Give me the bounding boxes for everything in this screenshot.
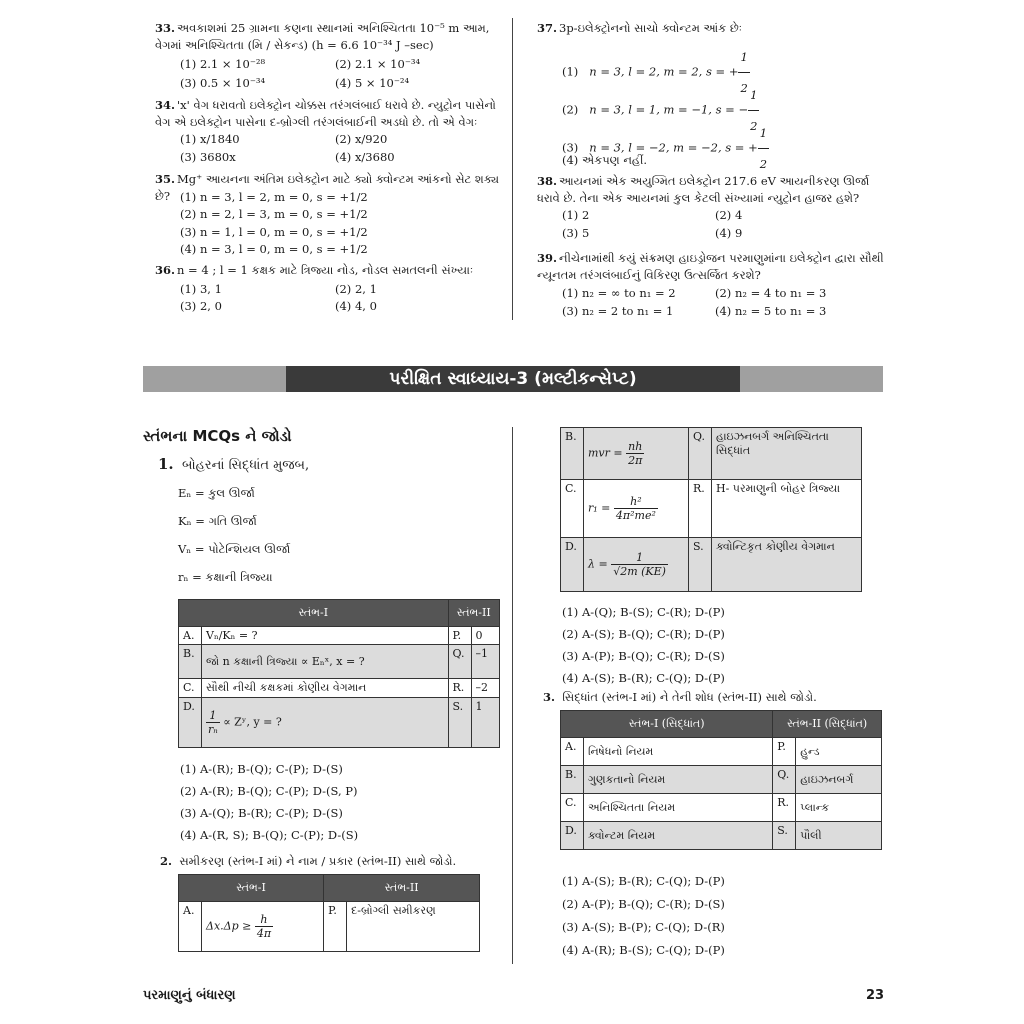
m3-option-2: (2) A-(P); B-(Q); C-(R); D-(S) [562, 897, 725, 911]
question-37: 37. 3p-ઇલેક્ટ્રોનનો સાચો ક્વોન્ટમ આંક છેઃ [537, 21, 743, 35]
fraction: $\frac{1}{2}$ [748, 80, 759, 141]
q33-option-4: (4) 5 × 10⁻²⁴ [335, 76, 410, 90]
footer-chapter: પરમાણુનું બંધારણ [143, 988, 236, 1003]
q37-option-2: (2) n = 3, l = 1, m = −1, s = − $\frac{1}{2}$ [562, 80, 759, 141]
q37-option-4: (4) એકપણ નહીં. [562, 153, 648, 167]
m1-option-2: (2) A-(R); B-(Q); C-(P); D-(S, P) [180, 784, 358, 798]
col-header-1: સ્તંભ-I [179, 600, 449, 627]
question-33: 33. અવકાશમાં 25 ગ્રામના કણના સ્થાનમાં અનિશ્ચિતતા 10⁻⁵ m આમ, વેગમાં અનિશ્ચિતતા (મિ / સેકન્ડ) (h = 6.6 10⁻³⁴ J –sec) [155, 21, 490, 52]
section-banner: પરીક્ષિત સ્વાધ્યાય-3 (મલ્ટીકન્સેપ્ટ) [286, 366, 740, 392]
column-divider-top [512, 18, 513, 320]
question-35: 35. Mg⁺ આયનના અંતિમ ઇલેક્ટ્રોન માટે ક્યો ક્વોન્ટમ આંકનો સેટ શક્ય છે? [155, 172, 500, 203]
q39-option-1: (1) n₂ = ∞ to n₁ = 2 [562, 286, 676, 300]
q34-option-4: (4) x/3680 [335, 150, 395, 164]
q34-option-1: (1) x/1840 [180, 132, 240, 146]
m3-option-4: (4) A-(R); B-(S); C-(Q); D-(P) [562, 943, 725, 957]
q39-option-2: (2) n₂ = 4 to n₁ = 3 [715, 286, 827, 300]
table-row: A. Δx.Δp ≥ $\frac{h}{4\pi}$ P. દ-બ્રોગ્લી સમીકરણ [179, 902, 480, 952]
match-1-intro: 1. બોહરનાં સિદ્ધાંત મુજબ, [158, 455, 310, 473]
col-header-2: સ્તંભ-II (સિદ્ધાંત) [773, 711, 882, 738]
match-2-table-right [560, 427, 862, 592]
def-vn: Vₙ = પોટેન્શિયલ ઊર્જા [178, 542, 291, 556]
col-header-1: સ્તંભ-I [179, 875, 324, 902]
def-rn: rₙ = કક્ષાની ત્રિજ્યા [178, 570, 273, 584]
table-row: B. જો n કક્ષાની ત્રિજ્યા ∝ Eₙˣ, x = ? Q. –1 [179, 645, 500, 679]
q33-option-1: (1) 2.1 × 10⁻²⁸ [180, 57, 266, 71]
m1-option-4: (4) A-(R, S); B-(Q); C-(P); D-(S) [180, 828, 359, 842]
question-36: 36. n = 4 ; l = 1 કક્ષક માટે ત્રિજ્યા નોડ, નોડલ સમતલની સંખ્યાઃ [155, 263, 474, 277]
q34-option-2: (2) x/920 [335, 132, 388, 146]
fraction: $\frac{1}{√2m (KE)}$ [613, 551, 666, 578]
match-3-question: 3. સિદ્ધાંત (સ્તંભ-I માં) ને તેની શોધ (સ્તંભ-II) સાથે જોડો. [543, 690, 817, 704]
q35-option-3: (3) n = 1, l = 0, m = 0, s = +1/2 [180, 225, 368, 239]
q36-option-1: (1) 3, 1 [180, 282, 222, 296]
q34-option-3: (3) 3680x [180, 150, 236, 164]
match-2-table-left [178, 874, 480, 952]
q38-option-4: (4) 9 [715, 226, 743, 240]
def-en: Eₙ = કુલ ઊર્જા [178, 486, 255, 500]
table-row: B. mvr = $\frac{nh}{2\pi}$ Q. હાઇઝનબર્ગ અનિશ્ચિતતા સિદ્ધાંત [561, 428, 862, 480]
q35-option-1: (1) n = 3, l = 2, m = 0, s = +1/2 [180, 190, 368, 204]
fraction: $\frac{nh}{2\pi}$ [628, 440, 643, 467]
question-39: 39. નીચેનામાંથી કયું સંક્રમણ હાઇડ્રોજન પરમાણુમાંના ઇલેક્ટ્રોન દ્વારા સૌથી ન્યૂનતમ તરંગલંબાઈનું વિકિરણ ઉત્સર્જિત કરશે? [537, 251, 884, 282]
m2-option-4: (4) A-(S); B-(R); C-(Q); D-(P) [562, 671, 725, 685]
q35-option-2: (2) n = 2, l = 3, m = 0, s = +1/2 [180, 207, 368, 221]
q38-option-3: (3) 5 [562, 226, 590, 240]
col-header-2: સ્તંભ-II [324, 875, 480, 902]
def-kn: Kₙ = ગતિ ઊર્જા [178, 514, 257, 528]
fraction: $\frac{1}{\text{rₙ}}$ [208, 709, 218, 736]
q39-option-4: (4) n₂ = 5 to n₁ = 3 [715, 304, 827, 318]
q33-option-2: (2) 2.1 × 10⁻³⁴ [335, 57, 421, 71]
m2-option-1: (1) A-(Q); B-(S); C-(R); D-(P) [562, 605, 725, 619]
m2-option-3: (3) A-(P); B-(Q); C-(R); D-(S) [562, 649, 725, 663]
q36-option-4: (4) 4, 0 [335, 299, 377, 313]
q37-option-1: (1) n = 3, l = 2, m = 2, s = + $\frac{1}{2}$ [562, 42, 750, 103]
m1-option-3: (3) A-(Q); B-(R); C-(P); D-(S) [180, 806, 343, 820]
fraction: $\frac{1}{2}$ [738, 42, 749, 103]
m3-option-3: (3) A-(S); B-(P); C-(Q); D-(R) [562, 920, 725, 934]
question-38: 38. આયનમાં એક અયુગ્મિત ઇલેક્ટ્રોન 217.6 eV આયનીકરણ ઊર્જા ધરાવે છે. તેના એક આયનમાં કુલ કેટલી સંખ્યામાં ન્યુટ્રોન હાજર હશે? [537, 174, 870, 205]
fraction: $\frac{1}{2}$ [758, 118, 769, 179]
table-row: C. અનિશ્ચિતતા નિયમ R. પ્લાન્ક [561, 794, 882, 822]
table-row: A. નિષેધનો નિયમ P. હુન્ડ [561, 738, 882, 766]
fraction: $\frac{h}{4\pi}$ [256, 913, 272, 940]
q33-option-3: (3) 0.5 × 10⁻³⁴ [180, 76, 266, 90]
q37-option-3: (3) n = 3, l = −2, m = −2, s = + $\frac{1}{2}$ [562, 118, 769, 179]
col-header-1: સ્તંભ-I (સિદ્ધાંત) [561, 711, 773, 738]
table-row: D. λ = $\frac{1}{√2m (KE)}$ S. ક્વોન્ટિકૃત કોણીય વેગમાન [561, 538, 862, 592]
table-row: C. સૌથી નીચી કક્ષકમાં કોણીય વેગમાન R. –2 [179, 679, 500, 698]
table-row: D. $\frac{1}{\text{rₙ}}$ ∝ Zʸ, y = ? S. 1 [179, 698, 500, 748]
q39-option-3: (3) n₂ = 2 to n₁ = 1 [562, 304, 674, 318]
q38-option-1: (1) 2 [562, 208, 590, 222]
table-row: C. r₁ = $\frac{\text{h²}}{\text{4π²me²}}$ R. H- પરમાણુની બોહર ત્રિજ્યા [561, 480, 862, 538]
section-title: સ્તંભના MCQs ને જોડો [143, 427, 292, 445]
col-header-2: સ્તંભ-II [448, 600, 500, 627]
match-1-table [178, 599, 500, 748]
match-3-table [560, 710, 882, 850]
m3-option-1: (1) A-(S); B-(R); C-(Q); D-(P) [562, 874, 725, 888]
column-divider-bottom [512, 427, 513, 964]
q35-option-4: (4) n = 3, l = 0, m = 0, s = +1/2 [180, 242, 368, 256]
question-34: 34. 'x' વેગ ધરાવતો ઇલેક્ટ્રોન ચોક્કસ તરંગલંબાઈ ધરાવે છે. ન્યુટ્રોન પાસેનો વેગ એ ઇલેક્ટ્રોન પાસેના દ-બ્રોગ્લી તરંગલંબાઈની અડધો છે. તો એ વેગઃ [155, 98, 496, 129]
table-row: D. ક્વોન્ટમ નિયમ S. પૌલી [561, 822, 882, 850]
table-row: A. Vₙ/Kₙ = ? P. 0 [179, 627, 500, 645]
q38-option-2: (2) 4 [715, 208, 743, 222]
q36-option-2: (2) 2, 1 [335, 282, 377, 296]
page-number: 23 [866, 988, 885, 1003]
m1-option-1: (1) A-(R); B-(Q); C-(P); D-(S) [180, 762, 343, 776]
m2-option-2: (2) A-(S); B-(Q); C-(R); D-(P) [562, 627, 725, 641]
q36-option-3: (3) 2, 0 [180, 299, 222, 313]
fraction: $\frac{\text{h²}}{\text{4π²me²}}$ [615, 495, 656, 522]
table-row: B. ગુણકતાનો નિયમ Q. હાઇઝનબર્ગ [561, 766, 882, 794]
match-2-question: 2. સમીકરણ (સ્તંભ-I માં) ને નામ / પ્રકાર (સ્તંભ-II) સાથે જોડો. [160, 854, 457, 868]
